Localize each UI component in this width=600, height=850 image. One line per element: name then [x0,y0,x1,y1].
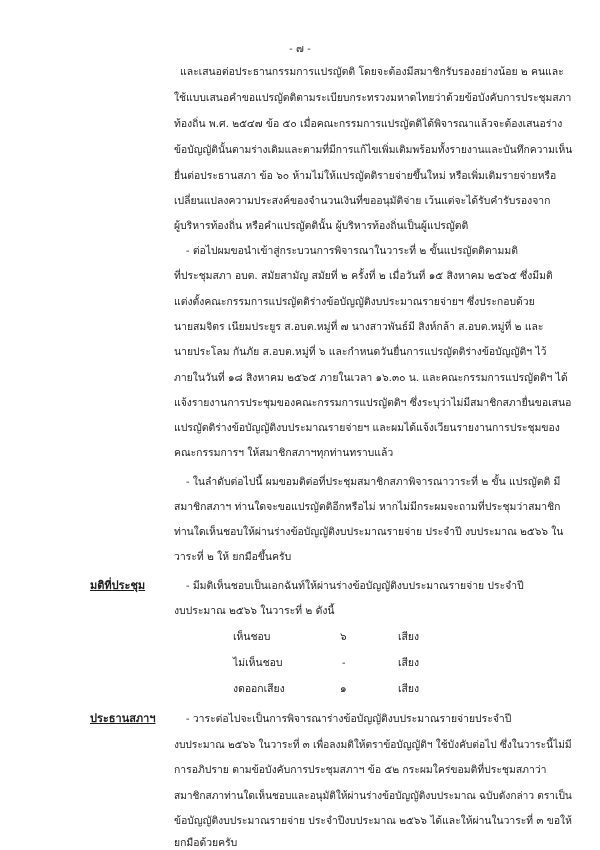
chairman-label: ประธานสภาฯ [90,712,156,725]
text-line: งบประมาณ ๒๕๖๖ ในวาระที่ ๒ ดังนี้ [174,605,335,617]
text-line: ใช้แบบเสนอคำขอแปรญัตติตามระเบียบกระทรวงมหาดไทยว่าด้วยข้อบังคับการประชุมสภา [174,92,572,104]
text-line: ยื่นต่อประธานสภา ข้อ ๖๐ ห้ามไม่ให้แปรญัตติรายจ่ายขึ้นใหม่ หรือเพิ่มเติมรายจ่ายหรือ [174,170,557,182]
text-line: ที่ประชุมสภา อบต. สมัยสามัญ สมัยที่ ๒ ครั้งที่ ๒ เมื่อวันที่ ๑๕ สิงหาคม ๒๕๖๕ ซึ่งมีมติ [174,270,553,282]
text-line: แจ้งรายงานการประชุมของคณะกรรมการแปรญัตติฯ ซึ่งระบุว่าไม่มีสมาชิกสภายื่นขอเสนอ [174,397,572,409]
text-line: งบประมาณ ๒๕๖๖ ในวาระที่ ๓ เพื่อลงมติให้ตราข้อบัญญัติฯ ใช้บังคับต่อไป ซึ่งในวาระนี้ไม่มี [174,739,572,751]
text-line: ท้องถิ่น พ.ศ. ๒๕๔๗ ข้อ ๕๐ เมื่อคณะกรรมการแปรญัตติได้พิจารณาแล้วจะต้องเสนอร่าง [174,118,563,130]
text-line: แปรญัตติร่างข้อบัญญัติงบประมาณรายจ่ายฯ และผมได้แจ้งเวียนรายงานการประชุมของ [174,422,560,434]
text-line: ยกมือด้วยครับ [174,837,238,849]
resolution-label: มติที่ประชุม [90,579,146,592]
text-line: - ในลำดับต่อไปนี้ ผมขอมติต่อที่ประชุมสมาชิกสภาพิจารณาวาระที่ ๒ ขั้น แปรญัตติ มี [186,476,561,488]
text-line: สมาชิกสภาท่านใดเห็นชอบและอนุมัติให้ผ่านร่างข้อบัญญัติงบประมาณ ฉบับดังกล่าว ตราเป็น [174,790,572,802]
vote-label: งดออกเสียง [233,683,285,695]
vote-unit: เสียง [398,683,420,695]
vote-label: ไม่เห็นชอบ [233,657,283,669]
text-line: ท่านใดเห็นชอบให้ผ่านร่างข้อบัญญัติงบประมาณรายจ่าย ประจำปี งบประมาณ ๒๕๖๖ ใน [174,526,564,538]
text-line: ผู้บริหารท้องถิ่น หรือคำแปรญัตตินั้น ผู้บริหารท้องถิ่นเป็นผู้แปรญัตติ [174,220,469,232]
vote-unit: เสียง [398,657,420,669]
text-line: วาระที่ ๒ ให้ ยกมือขึ้นครับ [174,551,292,563]
text-line: - ต่อไปผมขอนำเข้าสู่กระบวนการพิจารณาในวาระที่ ๒ ขั้นแปรญัตติตามมติ [186,245,518,257]
text-line: และเสนอต่อประธานกรรมการแปรญัตติ โดยจะต้องมีสมาชิกรับรองอย่างน้อย ๒ คนและ [180,66,564,78]
text-line: สมาชิกสภาฯ ท่านใดจะขอแปรญัตติอีกหรือไม่ หากไม่มีกระผมจะถามที่ประชุมว่าสมาชิก [174,501,561,513]
text-line: แต่งตั้งคณะกรรมการแปรญัตติร่างข้อบัญญัติงบประมาณรายจ่ายฯ ซึ่งประกอบด้วย [174,296,535,308]
text-line: การอภิปราย ตามข้อบังคับการประชุมสภาฯ ข้อ ๕๒ กระผมใคร่ขอมติที่ประชุมสภาว่า [174,764,547,776]
text-line: นายประโลม กันภัย ส.อบต.หมู่ที่ ๖ และกำหนดวันยื่นการแปรญัตติร่างข้อบัญญัติฯ ไว้ [174,346,547,358]
text-line: ข้อบัญญัตินั้นตามร่างเดิมและตามที่มีการแก้ไขเพิ่มเติมพร้อมทั้งรายงานและบันทึกความเห็น [174,144,573,156]
page-number: - ๗ - [289,43,311,55]
text-line: - วาระต่อไปจะเป็นการพิจารณาร่างข้อบัญญัติงบประมาณรายจ่ายประจำปี [186,713,512,725]
text-line: ภายในวันที่ ๑๘ สิงหาคม ๒๕๖๕ ภายในเวลา ๑๖.๓๐ น. และคณะกรรมการแปรญัตติฯ ได้ [174,372,568,384]
text-line: เปลี่ยนแปลงความประสงค์ของจำนวนเงินที่ขออนุมัติจ่าย เว้นแต่จะได้รับคำรับรองจาก [174,195,551,207]
text-line: คณะกรรมการฯ ให้สมาชิกสภาฯทุกท่านทราบแล้ว [174,447,394,459]
vote-count: ๖ [340,631,347,643]
text-line: - มีมติเห็นชอบเป็นเอกฉันท์ให้ผ่านร่างข้อบัญญัติงบประมาณรายจ่าย ประจำปี [186,580,524,592]
text-line: นายสมจิตร เนียมประยูร ส.อบต.หมู่ที่ ๗ นางสาวพันธ์มี สิงห์กล้า ส.อบต.หมู่ที่ ๒ และ [174,321,544,333]
vote-label: เห็นชอบ [233,631,271,643]
vote-unit: เสียง [398,631,420,643]
vote-count: ๑ [340,683,347,695]
text-line: ข้อบัญญัติงบประมาณรายจ่าย ประจำปีงบประมาณ ๒๕๖๖ ได้และให้ผ่านในวาระที่ ๓ ขอให้ [174,815,572,827]
vote-count: - [342,657,346,669]
